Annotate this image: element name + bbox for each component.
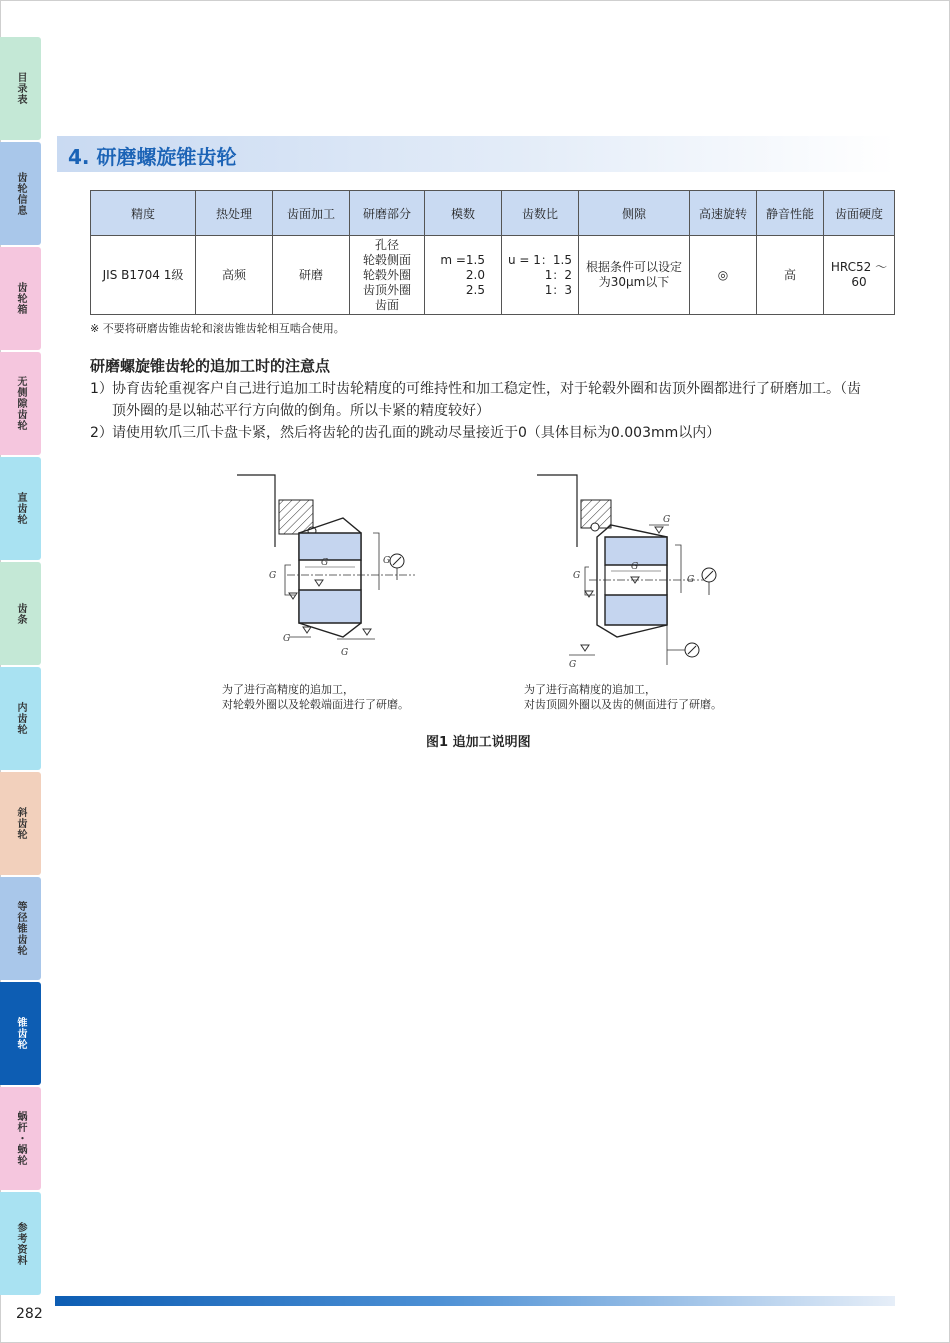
page-number: 282	[16, 1306, 43, 1322]
side-tab[interactable]: 齿条	[0, 562, 41, 665]
notes-heading: 研磨螺旋锥齿轮的追加工时的注意点	[90, 357, 331, 375]
caption-line: 为了进行高精度的追加工，	[524, 683, 656, 696]
backlash-line: 根据条件可以设定	[585, 260, 682, 274]
table-header: 齿面硬度	[824, 191, 895, 236]
point-text: 请使用软爪三爪卡盘卡紧，然后将齿轮的齿孔面的跳动尽量接近于0（具体目标为0.003mm以内）	[112, 425, 721, 441]
chuck-jaw	[279, 500, 313, 534]
ratio-value: 1：3	[544, 282, 572, 297]
side-tab[interactable]: 参考资料	[0, 1192, 41, 1295]
section-title: 4. 研磨螺旋锥齿轮	[68, 145, 237, 169]
cell-quiet: 高	[757, 236, 824, 315]
cell-module	[425, 236, 502, 315]
table-header: 热处理	[196, 191, 273, 236]
module-value: 2.0	[465, 267, 485, 282]
figure-title: 图1 追加工说明图	[426, 735, 531, 750]
ground-part: 齿顶外圈	[362, 282, 411, 297]
cell-ground-parts	[350, 236, 425, 315]
caption-line: 为了进行高精度的追加工，	[222, 683, 354, 696]
ground-part: 孔径	[374, 237, 399, 252]
contact-point	[591, 523, 599, 531]
cell-heat: 高频	[196, 236, 273, 315]
side-tab[interactable]: 目录表	[0, 37, 41, 140]
table-row	[91, 236, 895, 315]
ground-part: 齿面	[374, 297, 399, 312]
point-text: 协育齿轮重视客户自己进行追加工时齿轮精度的可维持性和加工稳定性，对于轮毂外圈和齿顶外圈都进行了研磨加工。（齿	[112, 381, 861, 397]
point-number: 2）	[90, 425, 113, 441]
point-2	[90, 422, 900, 444]
cell-finish: 研磨	[273, 236, 350, 315]
datum-g-label: G	[631, 562, 639, 572]
cell-high-speed: ◎	[690, 236, 757, 315]
side-tab[interactable]: 无侧隙齿轮	[0, 352, 41, 455]
table-header: 齿数比	[502, 191, 579, 236]
datum-g-label: G	[269, 571, 277, 581]
ground-part: 轮毂外圈	[362, 267, 411, 282]
figure-left-diagram	[225, 465, 425, 665]
backlash-line: 为30μm以下	[598, 275, 670, 289]
side-tab-nav	[0, 37, 41, 1297]
table-header: 精度	[91, 191, 196, 236]
datum-g-label: G	[663, 515, 671, 525]
ratio-value: u = 1：1.5	[507, 252, 572, 267]
cell-hardness: HRC52 ～ 60	[824, 236, 895, 315]
datum-g-label: G	[321, 558, 329, 568]
side-tab[interactable]: 等径锥齿轮	[0, 877, 41, 980]
side-tab[interactable]: 蜗杆・蜗轮	[0, 1087, 41, 1190]
caption-line: 对轮毂外圈以及轮毂端面进行了研磨。	[222, 698, 409, 711]
side-tab[interactable]: 斜齿轮	[0, 772, 41, 875]
datum-g-label: G	[687, 575, 695, 585]
gear-body-lower	[605, 595, 667, 625]
footer-bar	[55, 1296, 895, 1306]
figure-right-diagram	[525, 465, 735, 675]
table-header: 侧隙	[579, 191, 690, 236]
table-footnote: ※ 不要将研磨齿锥齿轮和滚齿锥齿轮相互啮合使用。	[90, 322, 345, 335]
point-number: 1）	[90, 381, 113, 397]
table-header: 静音性能	[757, 191, 824, 236]
table-header: 研磨部分	[350, 191, 425, 236]
side-tab[interactable]: 内齿轮	[0, 667, 41, 770]
side-tab[interactable]: 齿轮信息	[0, 142, 41, 245]
cell-ratio	[502, 236, 579, 315]
cell-backlash	[579, 236, 690, 315]
table-header: 高速旋转	[690, 191, 757, 236]
table-header: 模数	[425, 191, 502, 236]
datum-g-label: G	[573, 571, 581, 581]
chuck-outline	[537, 475, 577, 547]
figure-right-caption	[524, 682, 722, 712]
spec-table-header-row	[91, 191, 895, 236]
gear-body-upper	[605, 537, 667, 565]
table-header: 齿面加工	[273, 191, 350, 236]
side-tab[interactable]: 直齿轮	[0, 457, 41, 560]
datum-g-label: G	[383, 556, 391, 566]
module-value: m =1.5	[440, 252, 485, 267]
side-tab[interactable]: 锥齿轮	[0, 982, 41, 1085]
datum-g-label: G	[283, 634, 291, 644]
gear-body-upper	[299, 533, 361, 560]
gear-body-lower	[299, 590, 361, 623]
point-text-continued: 顶外圈的是以轴芯平行方向做的倒角。所以卡紧的精度较好）	[112, 403, 490, 419]
module-value: 2.5	[465, 282, 485, 297]
figure-left-caption	[222, 682, 409, 712]
cell-precision: JIS B1704 1级	[91, 236, 196, 315]
chuck-outline	[237, 475, 275, 547]
caption-line: 对齿顶圆外圈以及齿的侧面进行了研磨。	[524, 698, 722, 711]
spec-table	[90, 190, 895, 315]
datum-g-label: G	[341, 648, 349, 658]
datum-g-label: G	[569, 660, 577, 670]
side-tab[interactable]: 齿轮箱	[0, 247, 41, 350]
ground-part: 轮毂侧面	[362, 252, 411, 267]
ratio-value: 1：2	[544, 267, 572, 282]
point-1	[90, 378, 900, 422]
